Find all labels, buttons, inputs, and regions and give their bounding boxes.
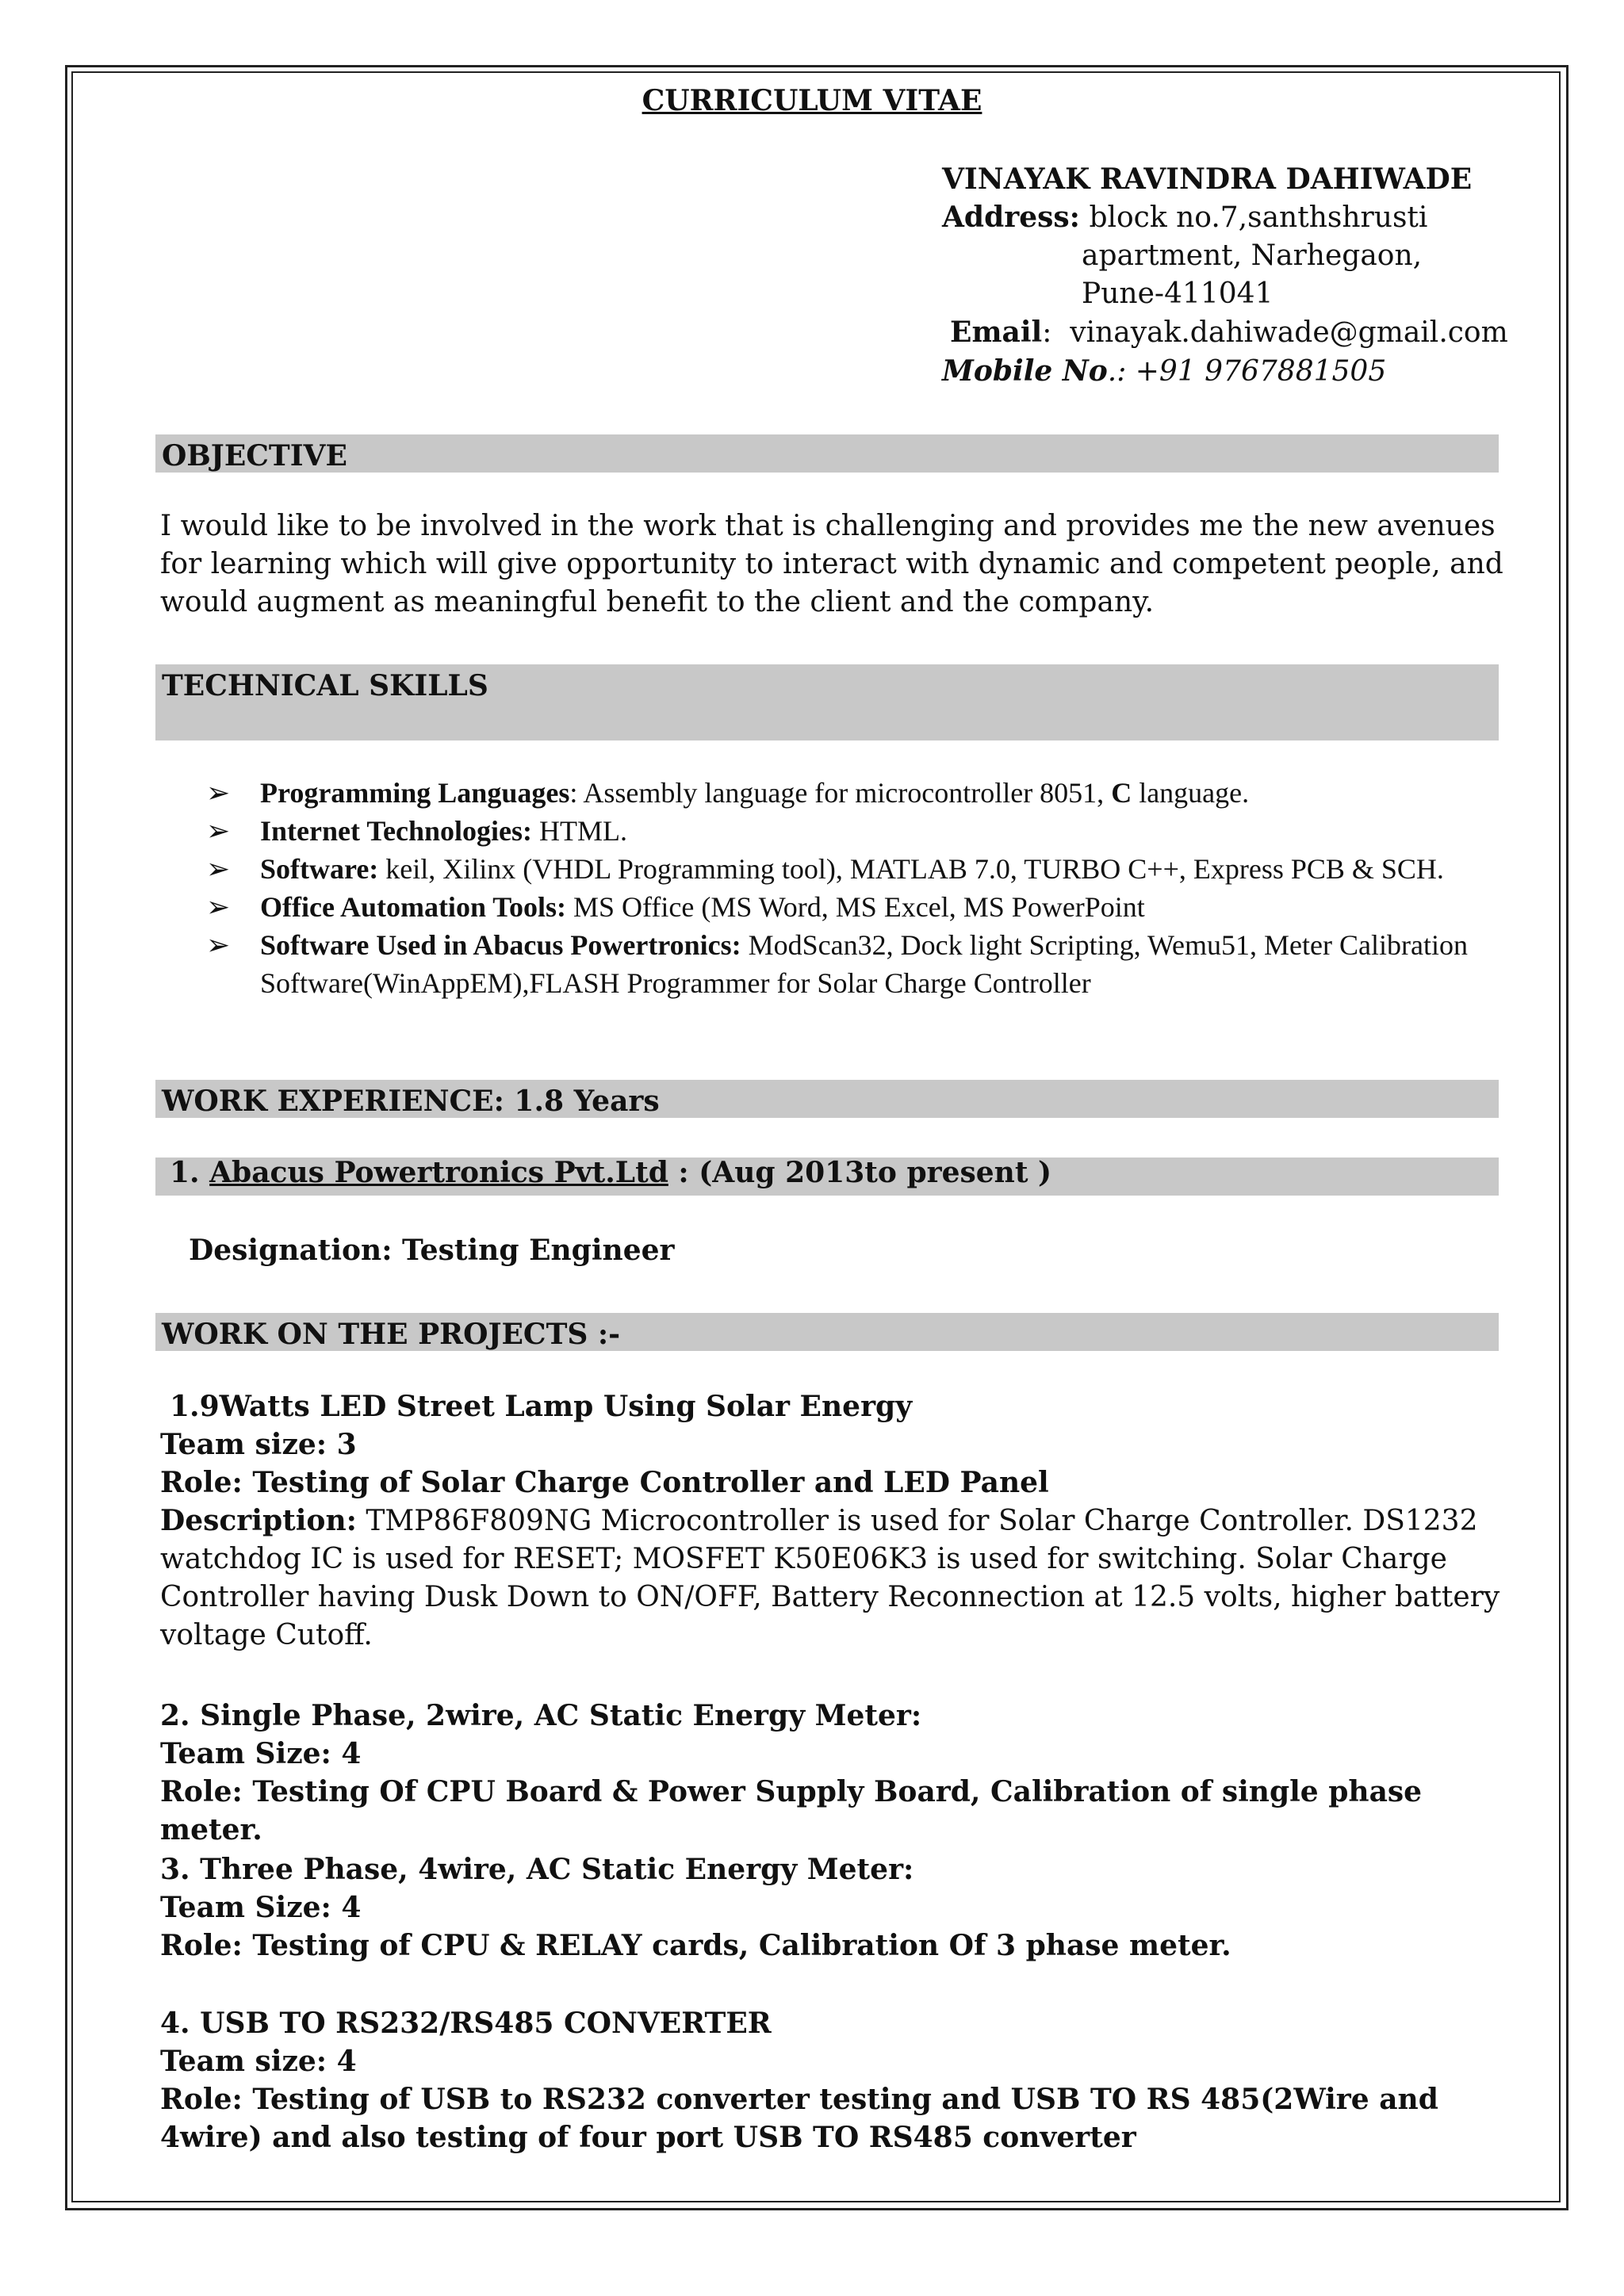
address-value: block no.7,santhshrusti: [1089, 201, 1428, 234]
project-role: Role: Testing of Solar Charge Controller and LED Panel: [160, 1466, 1049, 1499]
skill-sep: [741, 929, 749, 961]
skill-text: HTML.: [539, 815, 628, 847]
company-dates: : (Aug 2013to present ): [668, 1156, 1052, 1189]
skill-text-end: language.: [1132, 777, 1250, 809]
email-separator: :: [1042, 316, 1052, 349]
project-1: [160, 1387, 1508, 1655]
project-team: Team Size: 4: [160, 1737, 362, 1770]
skill-text: ModScan32, Dock light Scripting, Wemu51, Meter Calibration Software(WinAppEM),FLASH Programmer for Solar Charge Controller: [260, 929, 1468, 999]
address-line-2: apartment, Narhegaon,: [1082, 239, 1423, 272]
project-team: Team size: 3: [160, 1428, 357, 1461]
skill-text: Assembly language for microcontroller 8051,: [583, 777, 1112, 809]
skill-label: Software:: [260, 853, 379, 885]
project-title: 1.9Watts LED Street Lamp Using Solar Energy: [170, 1390, 913, 1423]
experience-heading-band: [155, 1080, 1499, 1118]
bullet-arrow-icon: ➢: [206, 815, 231, 847]
bullet-arrow-icon: ➢: [206, 891, 231, 923]
address-label: Address:: [942, 201, 1080, 234]
skill-label: Programming Languages: [260, 777, 570, 809]
description-label: Description:: [160, 1504, 357, 1537]
skill-item: [206, 850, 1475, 888]
project-role: Role: Testing of CPU & RELAY cards, Calibration Of 3 phase meter.: [160, 1929, 1231, 1962]
objective-heading-band: [155, 434, 1499, 473]
skill-label: Software Used in Abacus Powertronics:: [260, 929, 741, 961]
skills-heading: TECHNICAL SKILLS: [162, 669, 488, 702]
skill-label: Internet Technologies:: [260, 815, 533, 847]
mobile-line: [942, 352, 1508, 391]
skill-item: [206, 774, 1475, 812]
company-name: Abacus Powertronics Pvt.Ltd: [209, 1156, 668, 1189]
objective-text: I would like to be involved in the work that is challenging and provides me the new avenues for learning which will give opportunity to interact with dynamic and competent people, and would augment as meaningful benefit to the client and the company.: [160, 510, 1503, 618]
mobile-separator: .:: [1107, 355, 1136, 388]
mobile-value: +91 9767881505: [1135, 355, 1387, 388]
candidate-name: VINAYAK RAVINDRA DAHIWADE: [942, 163, 1473, 196]
skill-item: [206, 812, 1475, 850]
skill-text: keil, Xilinx (VHDL Programming tool), MATLAB 7.0, TURBO C++, Express PCB & SCH.: [385, 853, 1444, 885]
project-role: Role: Testing of USB to RS232 converter testing and USB TO RS 485(2Wire and 4wire) and also testing of four port USB TO RS485 converter: [160, 2083, 1438, 2154]
mobile-label: Mobile No: [942, 354, 1108, 388]
objective-heading: OBJECTIVE: [162, 439, 347, 473]
project-team: Team size: 4: [160, 2045, 357, 2078]
skill-bold-text: C: [1111, 777, 1132, 809]
project-4: [160, 2004, 1508, 2156]
skill-sep: [532, 815, 539, 847]
skills-list: [206, 774, 1475, 1002]
project-title: 2. Single Phase, 2wire, AC Static Energy Meter:: [160, 1699, 922, 1732]
project-2: [160, 1697, 1508, 1849]
project-role: Role: Testing Of CPU Board & Power Supply Board, Calibration of single phase meter.: [160, 1775, 1423, 1846]
skill-label: Office Automation Tools:: [260, 891, 567, 923]
company-line: [170, 1156, 1051, 1189]
email-line: [942, 313, 1508, 352]
designation: Designation: Testing Engineer: [189, 1234, 675, 1267]
project-team: Team Size: 4: [160, 1891, 362, 1924]
skill-text: MS Office (MS Word, MS Excel, MS PowerPoint: [573, 891, 1145, 923]
skill-sep: [566, 891, 573, 923]
skill-item: [206, 888, 1475, 926]
contact-block: [942, 160, 1508, 391]
bullet-arrow-icon: ➢: [206, 929, 231, 961]
email-label: Email: [950, 316, 1043, 349]
project-description: [160, 1502, 1508, 1655]
company-prefix: 1.: [170, 1156, 210, 1189]
bullet-arrow-icon: ➢: [206, 853, 231, 885]
skills-heading-band: [155, 664, 1499, 740]
address-line-3: Pune-411041: [1082, 277, 1274, 310]
skill-sep: :: [569, 777, 584, 809]
project-3: [160, 1850, 1508, 1965]
skill-sep: [378, 853, 385, 885]
description-text: TMP86F809NG Microcontroller is used for Solar Charge Controller. DS1232 watchdog IC is used for RESET; MOSFET K50E06K3 is used for switching. Solar Charge Controller having Dusk Down to ON/OFF, Battery Reconnection at 12.5 volts, higher battery voltage Cutoff.: [160, 1505, 1500, 1651]
email-value: vinayak.dahiwade@gmail.com: [1070, 316, 1508, 349]
address-line: [942, 198, 1508, 237]
experience-heading: WORK EXPERIENCE: 1.8 Years: [162, 1085, 660, 1118]
projects-heading: WORK ON THE PROJECTS :-: [162, 1318, 621, 1351]
projects-heading-band: [155, 1313, 1499, 1351]
skill-item: [206, 926, 1475, 1002]
document-title: CURRICULUM VITAE: [642, 84, 982, 117]
bullet-arrow-icon: ➢: [206, 777, 231, 809]
project-title: 4. USB TO RS232/RS485 CONVERTER: [160, 2007, 772, 2040]
project-title: 3. Three Phase, 4wire, AC Static Energy Meter:: [160, 1853, 914, 1886]
